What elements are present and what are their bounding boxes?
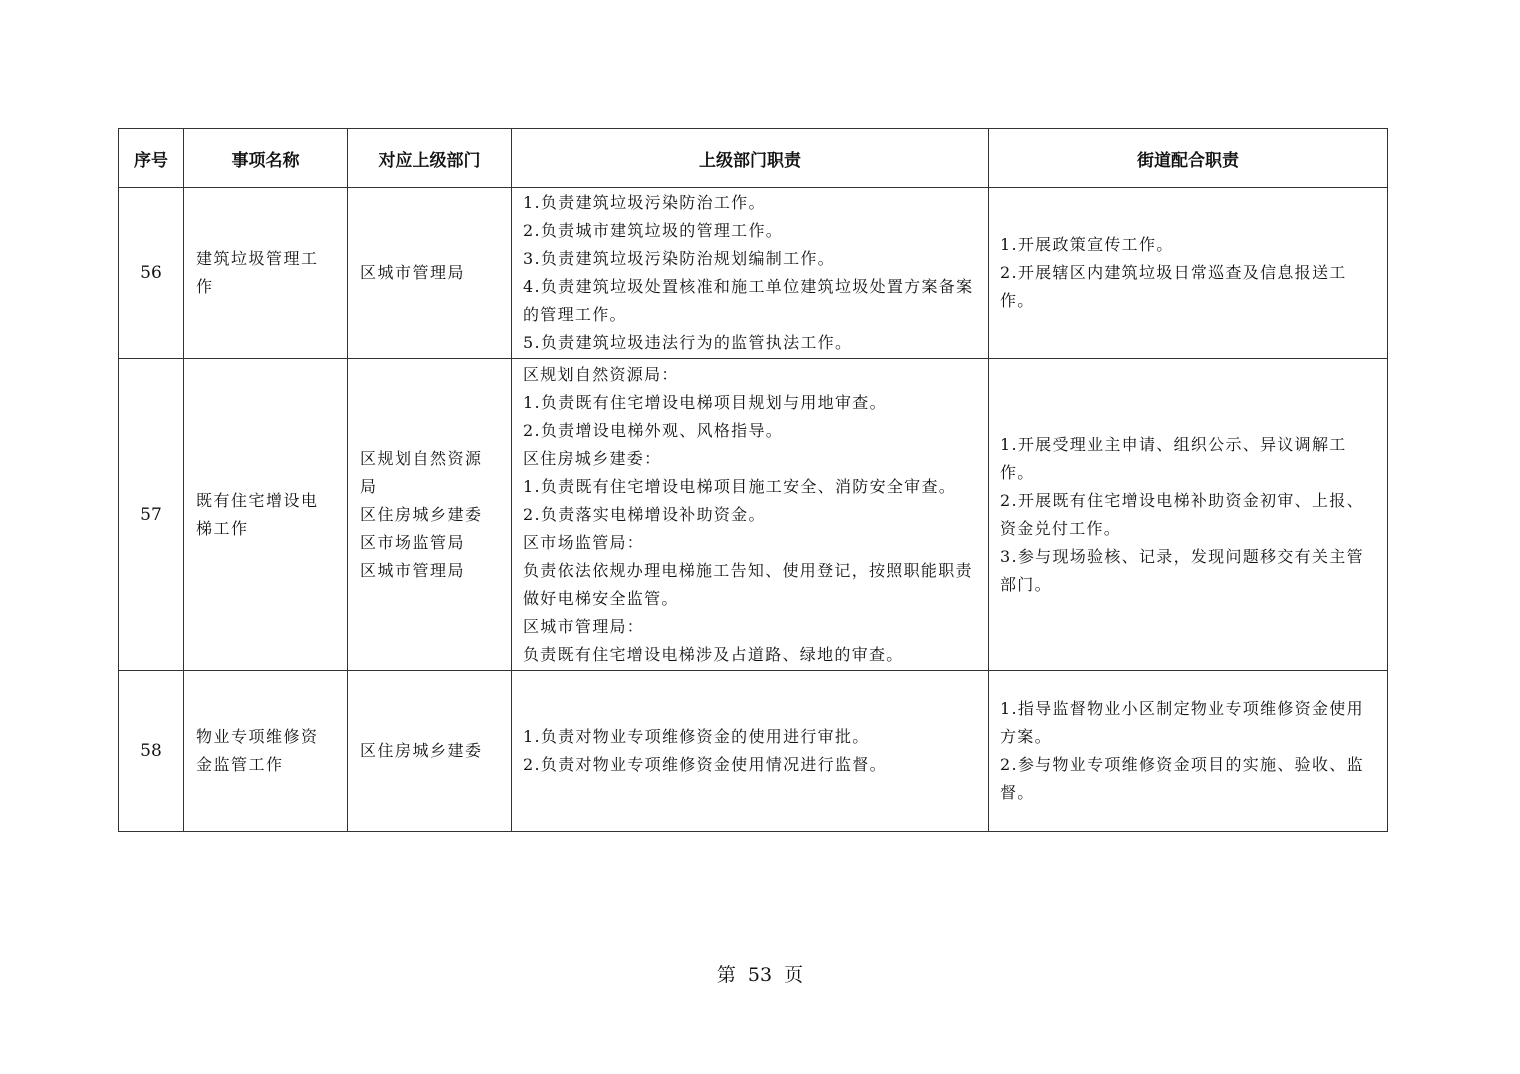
duty-line: 3.负责建筑垃圾污染防治规划编制工作。	[523, 249, 835, 268]
table-row	[119, 359, 1388, 671]
department-cell	[348, 359, 512, 671]
department-name: 区住房城乡建委	[360, 504, 483, 524]
item-name: 物业专项维修资金监管工作	[184, 671, 348, 832]
upper-duties-cell	[512, 188, 989, 359]
table-row	[119, 671, 1388, 832]
header-name: 事项名称	[184, 129, 348, 188]
department-name: 区城市管理局	[360, 263, 466, 282]
duty-line: 2.负责增设电梯外观、风格指导。	[523, 420, 784, 440]
street-duties-cell	[989, 188, 1388, 359]
duty-line: 1.开展受理业主申请、组织公示、异议调解工作。	[1000, 434, 1347, 482]
duty-line: 2.负责落实电梯增设补助资金。	[523, 504, 766, 524]
table-row	[119, 188, 1388, 359]
row-number: 56	[119, 188, 184, 359]
duty-line: 2.负责对物业专项维修资金使用情况进行监督。	[523, 755, 887, 774]
upper-duties-cell	[512, 671, 989, 832]
duty-line: 2.开展辖区内建筑垃圾日常巡查及信息报送工作。	[1000, 263, 1347, 310]
duty-line: 2.负责城市建筑垃圾的管理工作。	[523, 221, 784, 240]
item-name: 建筑垃圾管理工作	[184, 188, 348, 359]
department-name: 区城市管理局	[360, 560, 466, 580]
department-cell	[348, 671, 512, 832]
table-header-row	[119, 129, 1388, 188]
duty-line: 2.参与物业专项维修资金项目的实施、验收、监督。	[1000, 755, 1364, 802]
duty-line: 1.负责对物业专项维修资金的使用进行审批。	[523, 727, 870, 746]
header-dept: 对应上级部门	[348, 129, 512, 188]
duty-line: 1.指导监督物业小区制定物业专项维修资金使用方案。	[1000, 699, 1364, 746]
street-duties-cell	[989, 671, 1388, 832]
header-street-duties: 街道配合职责	[989, 129, 1388, 188]
row-number: 58	[119, 671, 184, 832]
duty-line: 2.开展既有住宅增设电梯补助资金初审、上报、资金兑付工作。	[1000, 490, 1364, 538]
duty-line: 负责依法依规办理电梯施工告知、使用登记，按照职能职责做好电梯安全监管。	[523, 560, 973, 608]
duty-line: 1.负责既有住宅增设电梯项目施工安全、消防安全审查。	[523, 476, 957, 496]
street-duties-cell	[989, 359, 1388, 671]
page-number: 第 53 页	[716, 964, 804, 986]
duty-line: 区城市管理局：	[523, 616, 645, 636]
row-number: 57	[119, 359, 184, 671]
department-name: 区规划自然资源局	[360, 448, 483, 496]
header-upper-duties: 上级部门职责	[512, 129, 989, 188]
duty-line: 区规划自然资源局：	[523, 364, 679, 384]
department-name: 区市场监管局	[360, 532, 466, 552]
duty-line: 1.开展政策宣传工作。	[1000, 235, 1174, 254]
duty-line: 负责既有住宅增设电梯涉及占道路、绿地的审查。	[523, 644, 904, 664]
duty-table	[118, 128, 1388, 832]
upper-duties-cell	[512, 359, 989, 671]
duty-line: 4.负责建筑垃圾处置核准和施工单位建筑垃圾处置方案备案的管理工作。	[523, 277, 974, 324]
duty-line: 1.负责建筑垃圾污染防治工作。	[523, 193, 766, 212]
duty-line: 3.参与现场验核、记录，发现问题移交有关主管部门。	[1000, 546, 1364, 594]
duty-line: 区住房城乡建委：	[523, 448, 662, 468]
item-name: 既有住宅增设电梯工作	[184, 359, 348, 671]
header-no: 序号	[119, 129, 184, 188]
duty-line: 1.负责既有住宅增设电梯项目规划与用地审查。	[523, 392, 887, 412]
duty-line: 5.负责建筑垃圾违法行为的监管执法工作。	[523, 333, 853, 352]
department-name: 区住房城乡建委	[360, 741, 483, 760]
department-cell	[348, 188, 512, 359]
duty-line: 区市场监管局：	[523, 532, 645, 552]
